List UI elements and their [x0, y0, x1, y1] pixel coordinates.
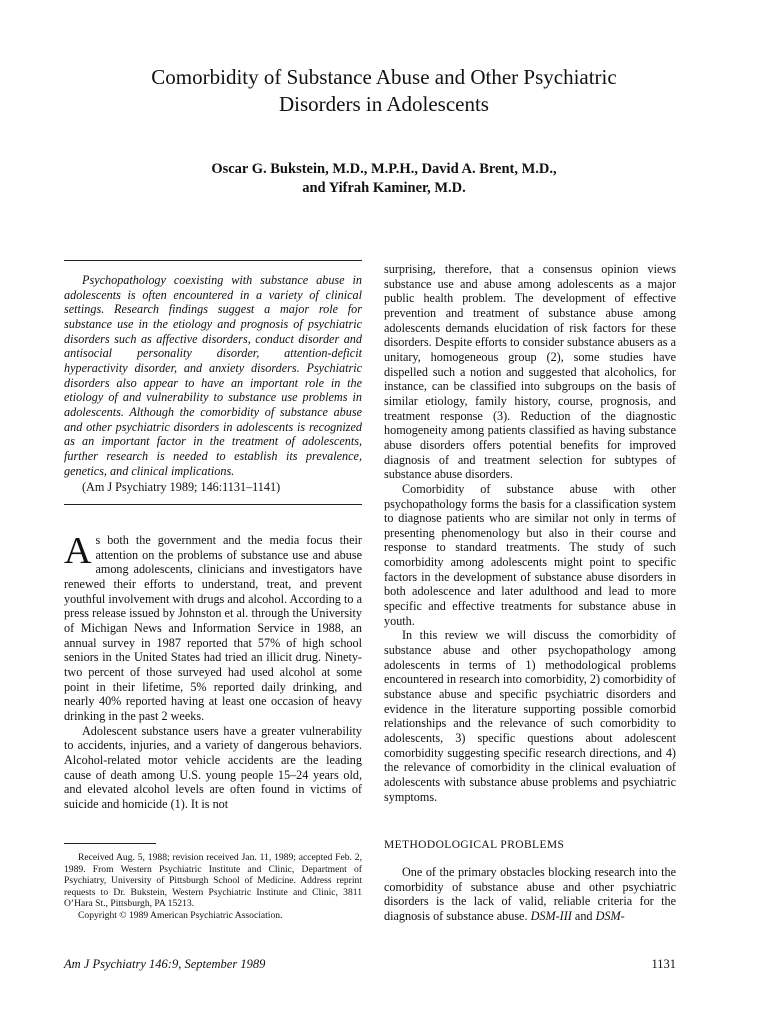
drop-cap: A [64, 530, 92, 572]
intro-paragraph-1 [64, 530, 362, 724]
dsm-iii-term: DSM-III [530, 908, 572, 923]
section-heading: METHODOLOGICAL PROBLEMS [384, 839, 565, 851]
article-title [60, 64, 708, 118]
methods-column [384, 865, 676, 924]
right-paragraph-1: surprising, therefore, that a consensus opinion views substance use and abuse among adolescents as a major public health problem. The development of effective prevention and treatment of substance abuse among adolescents demands elucidation of risk factors for these disorders. Despite efforts to consider substance abusers as a unitary, homogeneous group (2), some studies have dispelled such a notion and suggested that alcoholics, for instance, can be classified into subgroups on the basis of similar etiology, family history, course, prognosis, and treatment response (3). Reduction of the diagnostic homogeneity among patients classified as having substance abuse disorders offers potential benefits for improved diagnosis of and treatment selection for subtypes of substance abuse disorders. [384, 262, 676, 482]
authors-line-2: and Yifrah Kaminer, M.D. [302, 180, 466, 196]
right-paragraph-3: In this review we will discuss the comorbidity of substance abuse and other psychopathology among adolescents in terms of 1) methodological problems encountered in research into comorbidity, 2) comorbidity of substance abuse and specific psychiatric disorders and evidence in the literature supporting possible comorbid relationships and the relevance of such comorbidity to adolescents, 3) specific questions about adolescent comorbidity suggesting specific research directions, and 4) the relevance of comorbidity in the clinical evaluation of adolescents with substance abuse problems and psychiatric symptoms. [384, 628, 676, 804]
page-number: 1131 [651, 957, 676, 971]
methods-text-start: One of the primary obstacles blocking research into the comorbidity of substance abuse and other psychiatric disorders is the lack of valid, reliable criteria for the diagnosis of substance abuse. [384, 865, 676, 923]
footnote-rule [64, 843, 156, 844]
abstract-bottom-rule [64, 504, 362, 505]
intro-column [64, 530, 362, 811]
footnote-received: Received Aug. 5, 1988; revision received Jan. 11, 1989; accepted Feb. 2, 1989. From Western Psychiatric Institute and Clinic, Department of Psychiatry, University of Pittsburgh School of Medicine. Address reprint requests to Dr. Bukstein, Western Psychiatric Institute and Clinic, 3811 O’Hara St., Pittsburgh, PA 15213. [64, 852, 362, 910]
abstract [64, 260, 362, 505]
authors-line-1: Oscar G. Bukstein, M.D., M.P.H., David A. Brent, M.D., [211, 161, 557, 177]
methods-paragraph-1 [384, 865, 676, 924]
author-list [60, 160, 708, 198]
intro-paragraph-2: Adolescent substance users have a greater vulnerability to accidents, injuries, and a variety of dangerous behaviors. Alcohol-related motor vehicle accidents are the leading cause of death among U.S. young people 15–24 years old, and elevated alcohol levels are often found in victims of suicide and homicide (1). It is not [64, 723, 362, 811]
right-column [384, 262, 676, 804]
abstract-text: Psychopathology coexisting with substance abuse in adolescents is often encountered in a variety of clinical settings. Research findings suggest a major role for substance use in the etiology and prognosis of psychiatric disorders such as affective disorders, conduct disorder and antisocial personality disorder, attention-deficit hyperactivity disorder, and anxiety disorders. Psychiatric disorders also appear to have an important role in the etiology of and vulnerability to substance use problems in adolescents. Although the comorbidity of substance abuse and other psychiatric disorders in adolescents is recognized as an important factor in the treatment of adolescents, further research is needed to establish its prevalence, genetics, and clinical implications. [64, 273, 362, 478]
right-paragraph-2: Comorbidity of substance abuse with other psychopathology forms the basis for a classification system to diagnose patients who are similar not only in terms of presenting phenomenology but also in their course and response to standard treatments. The study of such comorbidity among adolescents might point to specific factors in the development of substance abuse disorders in both adolescence and later adulthood and lead to more specific and effective treatments for substance abuse in youth. [384, 481, 676, 628]
title-line-2: Disorders in Adolescents [279, 92, 489, 116]
abstract-top-rule [64, 260, 362, 261]
intro-paragraph-1-text: s both the government and the media focus their attention on the problems of substance use and abuse among adolescents, clinicians and investigators have renewed their efforts to understand, treat, and prevent youthful involvement with drugs and alcohol. According to a press release issued by Johnston et al. through the University of Michigan News and Information Service in 1988, an annual survey in 1987 reported that 57% of high school seniors in the United States had tried an illicit drug. Ninety-two percent of those surveyed had used alcohol at some point in their lifetime, 5% reported daily drinking, and nearly 40% reported having at least one occasion of heavy drinking in the past 2 weeks. [64, 533, 362, 723]
title-line-1: Comorbidity of Substance Abuse and Other Psychiatric [151, 65, 617, 89]
footnote [64, 852, 362, 922]
methods-text-mid: and [571, 908, 596, 923]
footnote-copyright: Copyright © 1989 American Psychiatric Association. [78, 909, 283, 921]
dsm-term: DSM- [595, 908, 625, 923]
journal-footer: Am J Psychiatry 146:9, September 1989 [64, 957, 266, 971]
abstract-citation: (Am J Psychiatry 1989; 146:1131–1141) [82, 480, 281, 495]
